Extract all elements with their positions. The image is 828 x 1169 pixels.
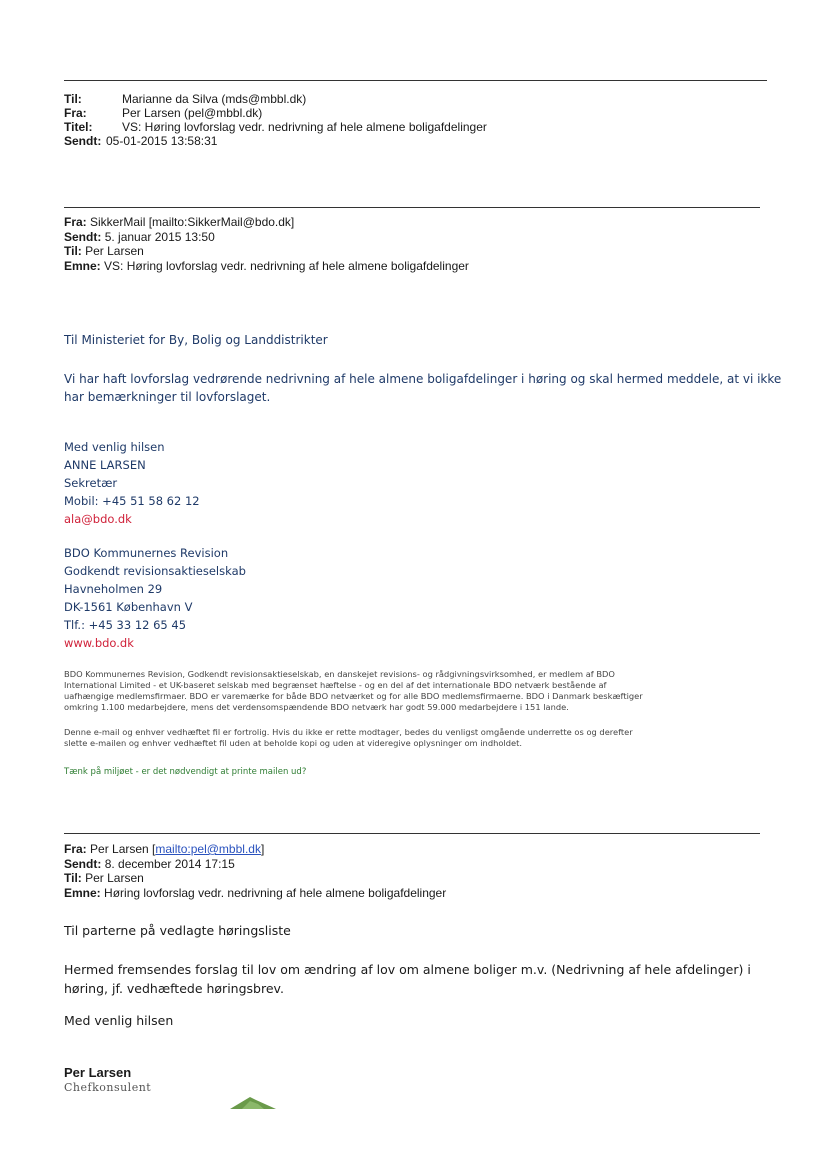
company-block xyxy=(64,546,246,654)
sender-name: Per Larsen xyxy=(64,1065,132,1080)
sig-closing: Med venlig hilsen xyxy=(64,440,165,454)
company-street: Havneholmen 29 xyxy=(64,582,163,596)
eco-note: Tænk på miljøet - er det nødvendigt at printe mailen ud? xyxy=(64,767,307,777)
company-name: BDO Kommunernes Revision xyxy=(64,546,229,560)
company-type: Godkendt revisionsaktieselskab xyxy=(64,564,246,578)
sig-role: Sekretær xyxy=(64,476,118,490)
fw2-from-end: ] xyxy=(260,842,265,856)
disclaimer-2-line: slette e-mailen og enhver vedhæftet fil uden at beholde kopi og uden at videregive oplysninger om indholdet. xyxy=(64,738,522,748)
message2-body-line2: høring, jf. vedhæftede høringsbrev. xyxy=(64,981,284,996)
fw1-subject-label: Emne: xyxy=(64,258,101,273)
fw1-sent: 5. januar 2015 13:50 xyxy=(104,229,215,244)
sent-label: Sendt: xyxy=(64,134,102,148)
forward2-divider xyxy=(64,833,760,834)
fw2-to: Per Larsen xyxy=(85,871,144,885)
forward2-header xyxy=(64,842,446,900)
company-city: DK-1561 København V xyxy=(64,600,193,614)
message2-body-line1: Hermed fremsendes forslag til lov om ændring af lov om almene boliger m.v. (Nedrivning af hele afdelinger) i xyxy=(64,962,751,977)
logo-graphic xyxy=(230,1095,278,1111)
signature-block xyxy=(64,440,200,530)
sig-mobile: Mobil: +45 51 58 62 12 xyxy=(64,494,200,508)
forward1-divider xyxy=(64,207,760,208)
fw2-subject-label: Emne: xyxy=(64,885,101,900)
disclaimer-1-line: omkring 1.100 medarbejdere, mens det verdensomspændende BDO netværk har godt 59.000 medarbejdere i 151 lande. xyxy=(64,702,569,712)
fw1-to: Per Larsen xyxy=(85,244,144,258)
disclaimer-1 xyxy=(64,669,784,713)
disclaimer-1-line: International Limited - et UK-baseret selskab med begrænset hæftelse - og en del af det internationale BDO netværk bestående af xyxy=(64,680,607,690)
fw2-from-mailto-link[interactable]: mailto:pel@mbbl.dk xyxy=(155,842,261,856)
fw1-to-label: Til: xyxy=(64,244,82,258)
fw2-to-label: Til: xyxy=(64,871,82,885)
fw2-from-name: Per Larsen [ xyxy=(90,842,156,856)
disclaimer-1-line: uafhængige medlemsfirmaer. BDO er varemærke for både BDO netværket og for alle BDO medlemsfirmaerne. BDO i Danmark beskæftiger xyxy=(64,691,643,701)
sig-email-link[interactable]: ala@bdo.dk xyxy=(64,512,132,526)
fw1-subject: VS: Høring lovforslag vedr. nedrivning af hele almene boligafdelinger xyxy=(104,258,469,273)
fw1-sent-label: Sendt: xyxy=(64,229,102,244)
disclaimer-2-line: Denne e-mail og enhver vedhæftet fil er fortrolig. Hvis du ikke er rette modtager, bedes du venligst omgående underrette os og derefter xyxy=(64,727,633,737)
fw2-from-label: Fra: xyxy=(64,842,87,856)
from-label: Fra: xyxy=(64,106,87,120)
disclaimer-1-line: BDO Kommunernes Revision, Godkendt revisionsaktieselskab, en danskejet revisions- og rådgivningsvirksomhed, er medlem af BDO xyxy=(64,669,615,679)
disclaimer-2 xyxy=(64,727,784,749)
fw1-from: SikkerMail [mailto:SikkerMail@bdo.dk] xyxy=(90,215,295,229)
to-value: Marianne da Silva (mds@mbbl.dk) xyxy=(122,92,307,106)
fw1-from-label: Fra: xyxy=(64,215,87,229)
message1-body-line1: Vi har haft lovforslag vedrørende nedrivning af hele almene boligafdelinger i høring og skal hermed meddele, at vi ikke xyxy=(64,372,782,386)
sent-value: 05-01-2015 13:58:31 xyxy=(106,134,218,148)
fw2-sent-label: Sendt: xyxy=(64,856,102,871)
message1-body-line2: har bemærkninger til lovforslaget. xyxy=(64,390,271,404)
sender-title: Chefkonsulent xyxy=(64,1081,152,1094)
company-phone: Tlf.: +45 33 12 65 45 xyxy=(64,618,187,632)
message1-body xyxy=(64,370,782,406)
company-website-link[interactable]: www.bdo.dk xyxy=(64,636,134,650)
fw2-subject: Høring lovforslag vedr. nedrivning af hele almene boligafdelinger xyxy=(104,885,447,900)
message2-closing: Med venlig hilsen xyxy=(64,1013,174,1028)
sig-name: ANNE LARSEN xyxy=(64,458,146,472)
forward1-header xyxy=(64,215,469,273)
to-label: Til: xyxy=(64,92,82,106)
message2-body xyxy=(64,960,784,998)
title-value: VS: Høring lovforslag vedr. nedrivning af hele almene boligafdelinger xyxy=(122,120,487,134)
fw2-sent: 8. december 2014 17:15 xyxy=(104,856,235,871)
title-label: Titel: xyxy=(64,120,93,134)
outer-header xyxy=(64,92,487,148)
from-value: Per Larsen (pel@mbbl.dk) xyxy=(122,106,263,120)
top-divider xyxy=(64,80,767,81)
message2-greeting: Til parterne på vedlagte høringsliste xyxy=(64,923,291,938)
message1-greeting: Til Ministeriet for By, Bolig og Landdistrikter xyxy=(64,333,328,347)
